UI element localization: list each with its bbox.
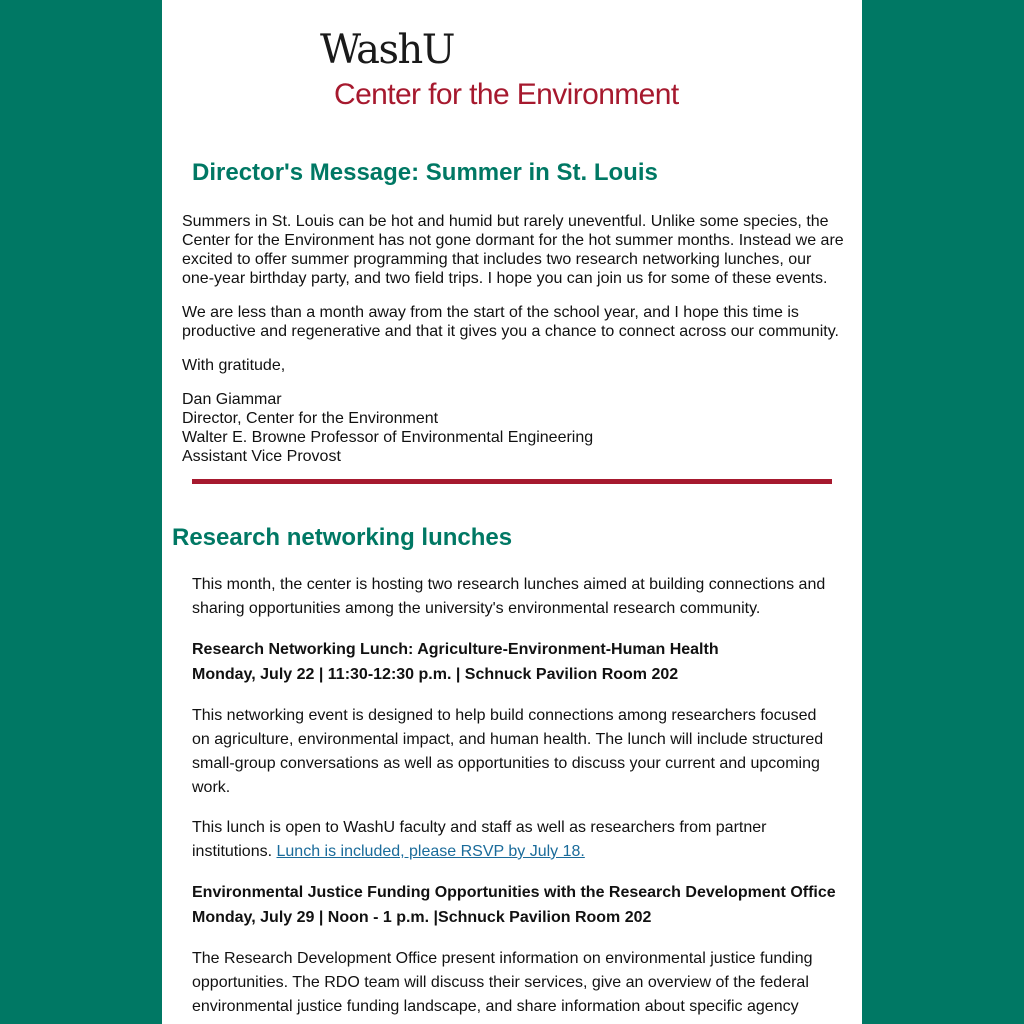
rsvp-link[interactable]: Lunch is included, please RSVP by July 18. [276, 843, 585, 860]
lunches-section [192, 573, 837, 1024]
director-message [182, 212, 847, 466]
signature-title: Assistant Vice Provost [182, 448, 341, 465]
logo-wordmark: WashU [320, 27, 454, 73]
event-description: This networking event is designed to help build connections among researchers focused on agriculture, environmental impact, and human health. The lunch will include structured small-group conversations as well as opportunities to discuss your current and upcoming work. [192, 707, 824, 796]
event-description: The Research Development Office present information on environmental justice funding opportunities. The RDO team will discuss their services, give an overview of the federal environmental justice funding landscape, and share information about specific agency [192, 950, 813, 1015]
event-header [192, 637, 837, 687]
eligibility-text: This lunch is open to WashU faculty and staff as well as researchers from partner institutions. [192, 819, 767, 860]
lunches-intro: This month, the center is hosting two research lunches aimed at building connections and sharing opportunities among the university's environmental research community. [192, 576, 826, 617]
event-name: Research Networking Lunch: Agriculture-Environment-Human Health [192, 641, 719, 658]
event-header [192, 880, 837, 930]
director-message-title: Director's Message: Summer in St. Louis [192, 159, 658, 186]
signature-block [182, 390, 847, 466]
message-paragraph: We are less than a month away from the start of the school year, and I hope this time is productive and regenerative and that it gives you a chance to connect across our community. [182, 304, 839, 340]
event-eligibility [192, 816, 837, 864]
event-name: Environmental Justice Funding Opportunities with the Research Development Office [192, 884, 836, 901]
section-divider [192, 479, 832, 484]
closing-line: With gratitude, [182, 357, 286, 374]
logo-subtitle: Center for the Environment [334, 78, 679, 111]
washu-logo[interactable] [320, 27, 679, 111]
email-body [162, 0, 862, 1024]
lunches-section-title: Research networking lunches [172, 524, 513, 551]
event-when: Monday, July 29 | Noon - 1 p.m. |Schnuck Pavilion Room 202 [192, 909, 652, 926]
signature-title: Walter E. Browne Professor of Environmental Engineering [182, 429, 594, 446]
event-when: Monday, July 22 | 11:30-12:30 p.m. | Schnuck Pavilion Room 202 [192, 666, 679, 683]
message-paragraph: Summers in St. Louis can be hot and humid but rarely uneventful. Unlike some species, the Center for the Environment has not gone dormant for the hot summer months. Instead we are excited to offer summer programming that includes two research networking lunches, our one-year birthday party, and two field trips. I hope you can join us for some of these events. [182, 213, 844, 287]
signature-name: Dan Giammar [182, 391, 282, 408]
signature-title: Director, Center for the Environment [182, 410, 439, 427]
